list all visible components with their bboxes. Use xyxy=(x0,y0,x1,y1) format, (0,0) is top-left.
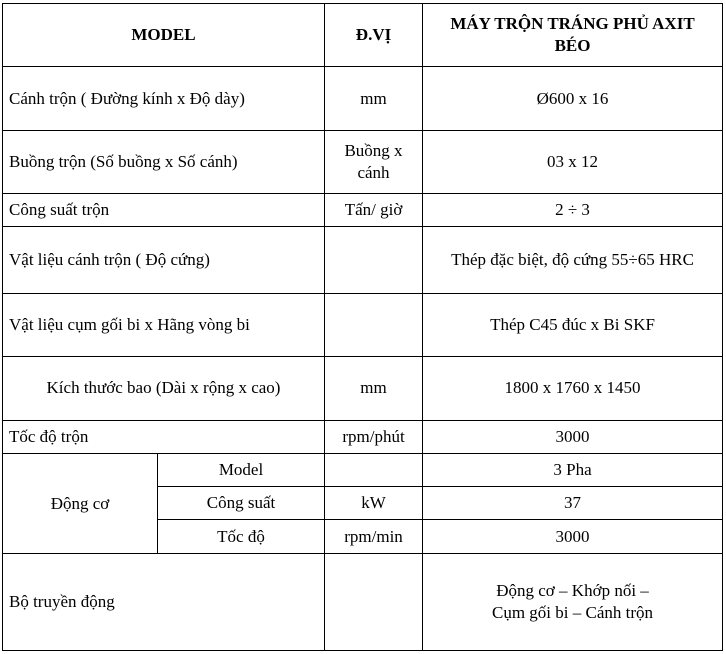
table-row xyxy=(3,420,723,453)
motor-label: Động cơ xyxy=(3,453,158,554)
motor-sub-unit: kW xyxy=(325,486,423,519)
row-label: Kích thước bao (Dài x rộng x cao) xyxy=(3,357,325,420)
motor-sub-value: 37 xyxy=(423,486,723,519)
header-row xyxy=(3,4,723,67)
motor-sub-value: 3000 xyxy=(423,520,723,554)
motor-sub-unit xyxy=(325,453,423,486)
row-value: 2 ÷ 3 xyxy=(423,194,723,227)
table-row xyxy=(3,357,723,420)
drive-value-line2: Cụm gối bi – Cánh trộn xyxy=(492,603,654,623)
row-value: 1800 x 1760 x 1450 xyxy=(423,357,723,420)
drive-value-line1: Động cơ – Khớp nối – xyxy=(496,581,649,601)
table-row xyxy=(3,130,723,193)
row-unit: mm xyxy=(325,357,423,420)
table-row xyxy=(3,227,723,293)
motor-sub-unit: rpm/min xyxy=(325,520,423,554)
header-model: MODEL xyxy=(3,4,325,67)
motor-row xyxy=(3,453,723,486)
motor-sub-label: Công suất xyxy=(158,486,325,519)
drive-unit xyxy=(325,554,423,651)
motor-sub-value: 3 Pha xyxy=(423,453,723,486)
row-value: 03 x 12 xyxy=(423,130,723,193)
header-product-line1: MÁY TRỘN TRÁNG PHỦ AXIT xyxy=(450,14,695,34)
row-unit-line2: cánh xyxy=(357,162,390,182)
drive-row xyxy=(3,554,723,651)
row-value: Ø600 x 16 xyxy=(423,67,723,130)
row-label: Buồng trộn (Số buồng x Số cánh) xyxy=(3,130,325,193)
spec-table xyxy=(2,3,723,651)
row-value: 3000 xyxy=(423,420,723,453)
header-product xyxy=(423,4,723,67)
row-unit xyxy=(325,130,423,193)
row-unit: rpm/phút xyxy=(325,420,423,453)
row-label: Vật liệu cánh trộn ( Độ cứng) xyxy=(3,227,325,293)
row-value: Thép đặc biệt, độ cứng 55÷65 HRC xyxy=(423,227,723,293)
row-value: Thép C45 đúc x Bi SKF xyxy=(423,293,723,356)
header-product-line2: BÉO xyxy=(554,36,591,56)
row-unit xyxy=(325,227,423,293)
row-unit: mm xyxy=(325,67,423,130)
header-unit: Đ.VỊ xyxy=(325,4,423,67)
motor-sub-label: Model xyxy=(158,453,325,486)
row-label: Vật liệu cụm gối bi x Hãng vòng bi xyxy=(3,293,325,356)
drive-label: Bộ truyền động xyxy=(3,554,325,651)
row-unit-line1: Buồng x xyxy=(344,140,403,160)
table-row xyxy=(3,293,723,356)
row-label: Cánh trộn ( Đường kính x Độ dày) xyxy=(3,67,325,130)
motor-sub-label: Tốc độ xyxy=(158,520,325,554)
row-unit: Tấn/ giờ xyxy=(325,194,423,227)
drive-value xyxy=(423,554,723,651)
row-unit xyxy=(325,293,423,356)
table-row xyxy=(3,194,723,227)
row-label: Công suất trộn xyxy=(3,194,325,227)
table-row xyxy=(3,67,723,130)
row-label: Tốc độ trộn xyxy=(3,420,325,453)
